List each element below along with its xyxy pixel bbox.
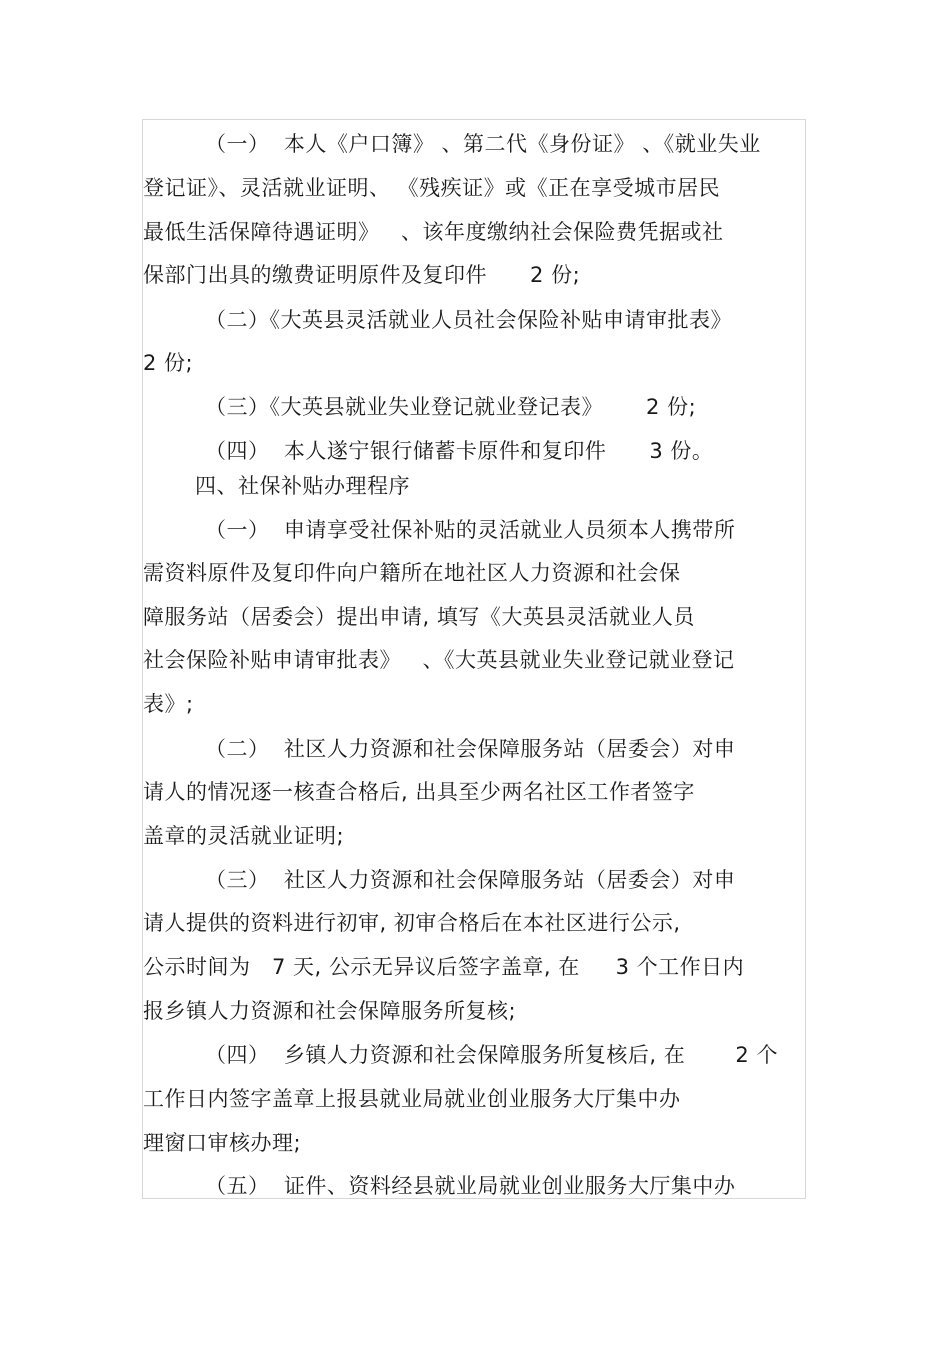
text-line: （四） 乡镇人力资源和社会保障服务所复核后, 在 2 个 bbox=[205, 1043, 778, 1067]
text-line: 保部门出具的缴费证明原件及复印件 2 份; bbox=[143, 263, 581, 287]
text-line: 最低生活保障待遇证明》 、该年度缴纳社会保险费凭据或社 bbox=[143, 220, 724, 244]
text-line: 社会保险补贴申请审批表》 、《大英县就业失业登记就业登记 bbox=[143, 648, 735, 672]
text-line: 请人提供的资料进行初审, 初审合格后在本社区进行公示, bbox=[143, 911, 681, 935]
text-line: 公示时间为 7 天, 公示无异议后签字盖章, 在 3 个工作日内 bbox=[143, 955, 745, 979]
text-line: 工作日内签字盖章上报县就业局就业创业服务大厅集中办 bbox=[143, 1087, 681, 1111]
text-line: （三）《大英县就业失业登记就业登记表》 2 份; bbox=[205, 395, 697, 419]
text-line: （二） 社区人力资源和社会保障服务站（居委会）对申 bbox=[205, 737, 736, 761]
text-line: 表》; bbox=[143, 692, 194, 716]
section-heading: 四、社保补贴办理程序 bbox=[195, 474, 410, 498]
text-line: （三） 社区人力资源和社会保障服务站（居委会）对申 bbox=[205, 868, 736, 892]
text-line: 理窗口审核办理; bbox=[143, 1131, 302, 1155]
text-line: 需资料原件及复印件向户籍所在地社区人力资源和社会保 bbox=[143, 561, 681, 585]
text-line: 登记证》、灵活就业证明、 《残疾证》或《正在享受城市居民 bbox=[143, 176, 721, 200]
text-line: （二）《大英县灵活就业人员社会保险补贴申请审批表》 bbox=[205, 308, 732, 332]
text-line: （一） 本人《户口簿》 、第二代《身份证》 、《就业失业 bbox=[205, 132, 761, 156]
text-line: （四） 本人遂宁银行储蓄卡原件和复印件 3 份。 bbox=[205, 439, 714, 463]
text-line: 2 份; bbox=[143, 351, 194, 375]
text-line: 盖章的灵活就业证明; bbox=[143, 824, 345, 848]
text-line: 请人的情况逐一核查合格后, 出具至少两名社区工作者签字 bbox=[143, 780, 695, 804]
text-line: 障服务站（居委会）提出申请, 填写《大英县灵活就业人员 bbox=[143, 605, 695, 629]
text-line: （五） 证件、资料经县就业局就业创业服务大厅集中办 bbox=[205, 1174, 736, 1198]
text-line: 报乡镇人力资源和社会保障服务所复核; bbox=[143, 999, 517, 1023]
text-line: （一） 申请享受社保补贴的灵活就业人员须本人携带所 bbox=[205, 518, 736, 542]
